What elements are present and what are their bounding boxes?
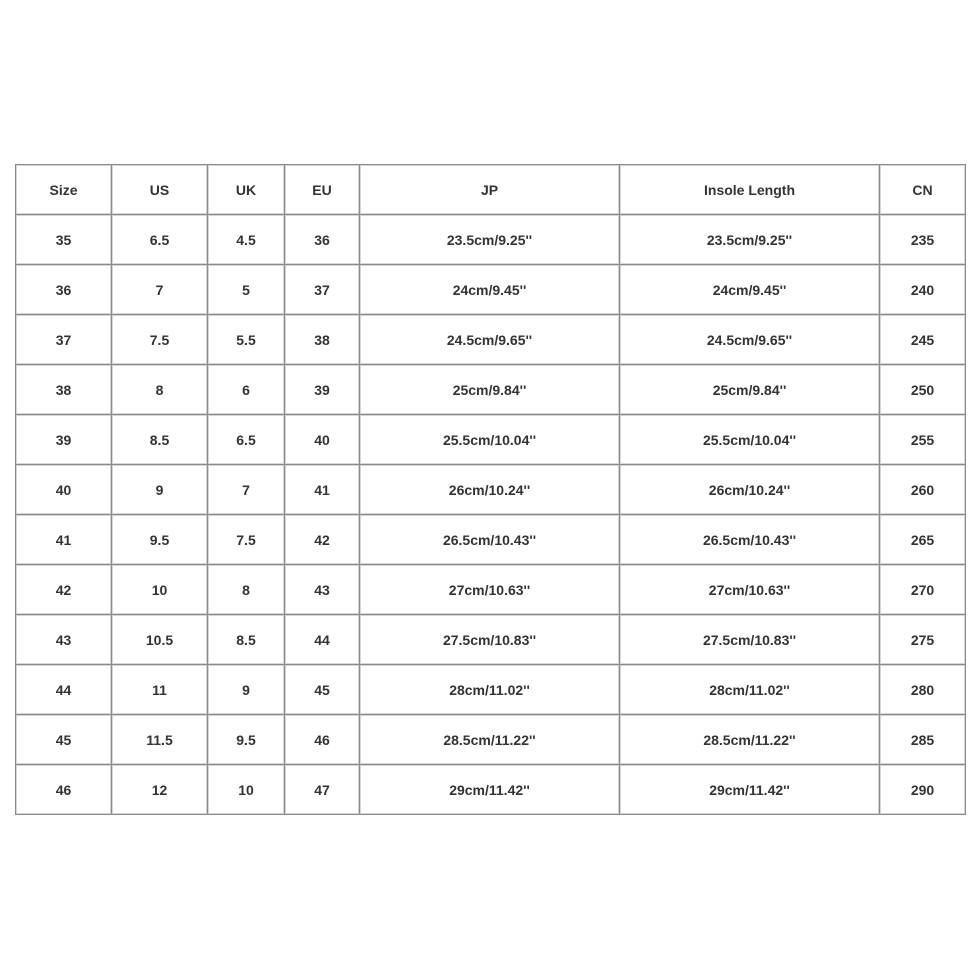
table-cell-uk: 8 [208, 565, 285, 615]
column-header-insole-length: Insole Length [620, 165, 880, 215]
table-row [16, 265, 966, 315]
table-cell-us: 6.5 [112, 215, 208, 265]
table-cell-uk: 9 [208, 665, 285, 715]
table-cell-us: 10.5 [112, 615, 208, 665]
table-cell-size: 41 [16, 515, 112, 565]
table-cell-eu: 47 [285, 765, 360, 815]
table-row [16, 215, 966, 265]
table-cell-insole-length: 29cm/11.42'' [620, 765, 880, 815]
table-cell-cn: 280 [880, 665, 966, 715]
column-header-eu: EU [285, 165, 360, 215]
table-cell-jp: 28cm/11.02'' [360, 665, 620, 715]
table-cell-jp: 25cm/9.84'' [360, 365, 620, 415]
table-cell-cn: 245 [880, 315, 966, 365]
table-cell-size: 37 [16, 315, 112, 365]
table-cell-eu: 40 [285, 415, 360, 465]
table-cell-us: 7.5 [112, 315, 208, 365]
table-cell-insole-length: 25.5cm/10.04'' [620, 415, 880, 465]
table-cell-us: 11.5 [112, 715, 208, 765]
table-cell-uk: 8.5 [208, 615, 285, 665]
table-cell-cn: 260 [880, 465, 966, 515]
table-cell-size: 36 [16, 265, 112, 315]
column-header-jp: JP [360, 165, 620, 215]
table-header [16, 165, 966, 215]
table-row [16, 715, 966, 765]
table-cell-uk: 6 [208, 365, 285, 415]
table-cell-size: 44 [16, 665, 112, 715]
table-row [16, 315, 966, 365]
table-cell-eu: 36 [285, 215, 360, 265]
table-cell-jp: 26.5cm/10.43'' [360, 515, 620, 565]
table-cell-insole-length: 28cm/11.02'' [620, 665, 880, 715]
table-cell-size: 45 [16, 715, 112, 765]
table-cell-cn: 275 [880, 615, 966, 665]
table-cell-size: 38 [16, 365, 112, 415]
table-cell-eu: 45 [285, 665, 360, 715]
table-row [16, 515, 966, 565]
table-row [16, 665, 966, 715]
table-cell-jp: 27.5cm/10.83'' [360, 615, 620, 665]
table-cell-size: 43 [16, 615, 112, 665]
table-row [16, 565, 966, 615]
table-cell-uk: 4.5 [208, 215, 285, 265]
table-cell-jp: 27cm/10.63'' [360, 565, 620, 615]
table-row [16, 765, 966, 815]
table-cell-eu: 39 [285, 365, 360, 415]
table-cell-eu: 43 [285, 565, 360, 615]
column-header-uk: UK [208, 165, 285, 215]
table-cell-us: 9.5 [112, 515, 208, 565]
table-row [16, 415, 966, 465]
table-cell-cn: 240 [880, 265, 966, 315]
table-cell-uk: 9.5 [208, 715, 285, 765]
table-cell-jp: 26cm/10.24'' [360, 465, 620, 515]
table-row [16, 365, 966, 415]
column-header-cn: CN [880, 165, 966, 215]
table-cell-eu: 37 [285, 265, 360, 315]
table-cell-uk: 7.5 [208, 515, 285, 565]
table-row [16, 465, 966, 515]
table-cell-us: 9 [112, 465, 208, 515]
table-cell-insole-length: 28.5cm/11.22'' [620, 715, 880, 765]
table-cell-size: 35 [16, 215, 112, 265]
table-cell-uk: 6.5 [208, 415, 285, 465]
table-cell-cn: 285 [880, 715, 966, 765]
table-cell-insole-length: 26cm/10.24'' [620, 465, 880, 515]
table-cell-us: 10 [112, 565, 208, 615]
table-cell-cn: 255 [880, 415, 966, 465]
table-cell-size: 40 [16, 465, 112, 515]
column-header-size: Size [16, 165, 112, 215]
header-row [16, 165, 966, 215]
table-cell-eu: 42 [285, 515, 360, 565]
table-cell-insole-length: 24.5cm/9.65'' [620, 315, 880, 365]
table-cell-insole-length: 25cm/9.84'' [620, 365, 880, 415]
table-cell-size: 39 [16, 415, 112, 465]
table-cell-cn: 250 [880, 365, 966, 415]
table-cell-jp: 23.5cm/9.25'' [360, 215, 620, 265]
table-cell-cn: 265 [880, 515, 966, 565]
table-cell-jp: 29cm/11.42'' [360, 765, 620, 815]
table-cell-us: 11 [112, 665, 208, 715]
table-cell-eu: 46 [285, 715, 360, 765]
table-cell-size: 42 [16, 565, 112, 615]
table-cell-us: 8.5 [112, 415, 208, 465]
table-cell-us: 8 [112, 365, 208, 415]
table-cell-us: 12 [112, 765, 208, 815]
table-cell-uk: 7 [208, 465, 285, 515]
table-body [16, 215, 966, 815]
table-cell-size: 46 [16, 765, 112, 815]
table-cell-uk: 10 [208, 765, 285, 815]
size-chart-container [15, 164, 965, 815]
table-cell-cn: 235 [880, 215, 966, 265]
table-cell-jp: 24.5cm/9.65'' [360, 315, 620, 365]
table-cell-cn: 270 [880, 565, 966, 615]
table-cell-jp: 25.5cm/10.04'' [360, 415, 620, 465]
table-cell-insole-length: 23.5cm/9.25'' [620, 215, 880, 265]
size-chart-table [15, 164, 966, 815]
table-cell-jp: 28.5cm/11.22'' [360, 715, 620, 765]
table-cell-jp: 24cm/9.45'' [360, 265, 620, 315]
table-cell-insole-length: 27cm/10.63'' [620, 565, 880, 615]
table-cell-eu: 44 [285, 615, 360, 665]
table-cell-insole-length: 24cm/9.45'' [620, 265, 880, 315]
column-header-us: US [112, 165, 208, 215]
table-row [16, 615, 966, 665]
table-cell-insole-length: 26.5cm/10.43'' [620, 515, 880, 565]
table-cell-eu: 41 [285, 465, 360, 515]
table-cell-uk: 5 [208, 265, 285, 315]
table-cell-eu: 38 [285, 315, 360, 365]
table-cell-us: 7 [112, 265, 208, 315]
table-cell-insole-length: 27.5cm/10.83'' [620, 615, 880, 665]
table-cell-uk: 5.5 [208, 315, 285, 365]
table-cell-cn: 290 [880, 765, 966, 815]
